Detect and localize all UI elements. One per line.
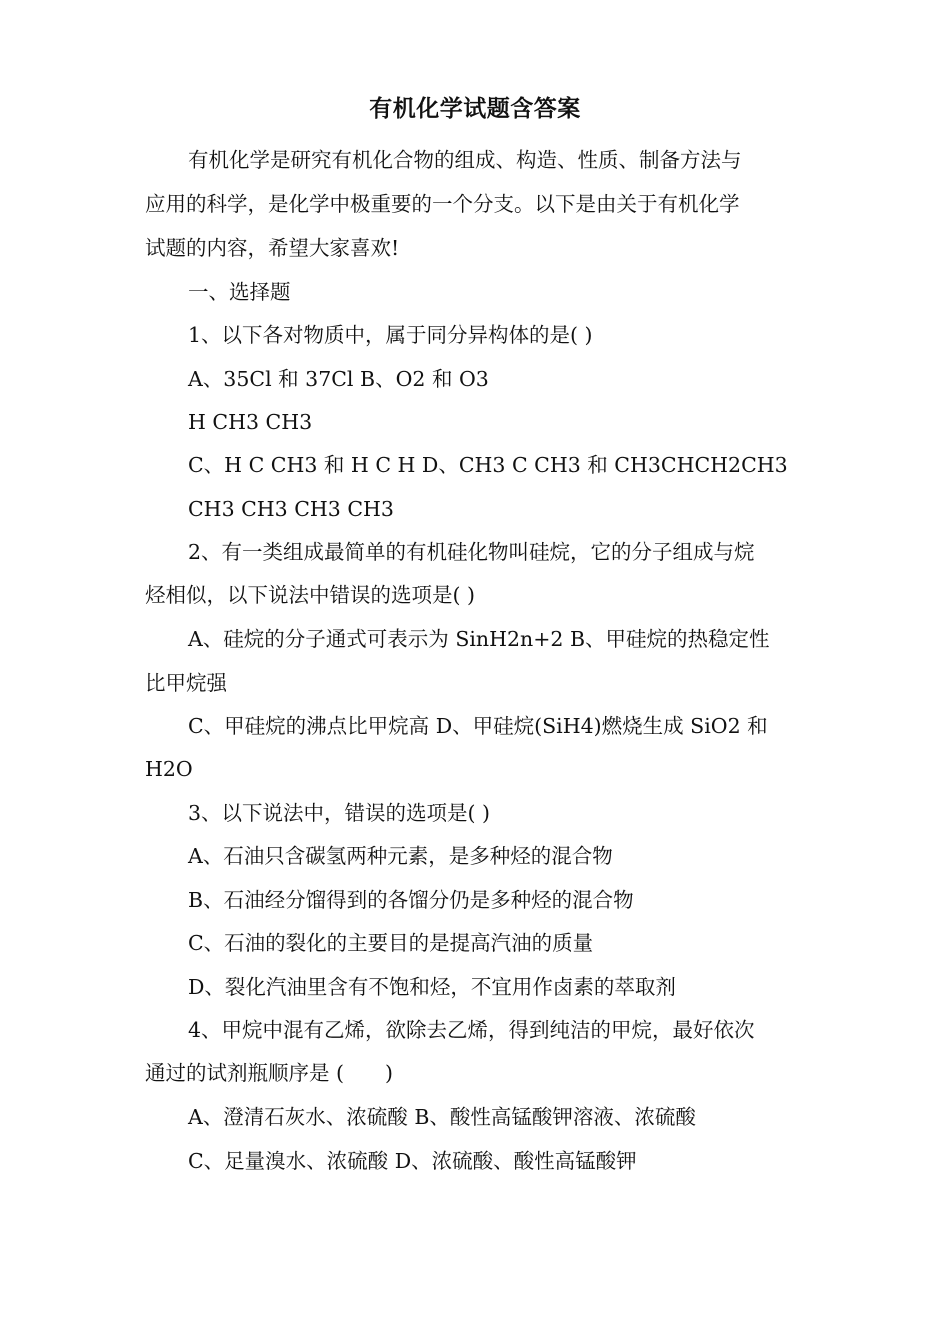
option-line: H2O: [145, 757, 193, 781]
option-line: C、甲硅烷的沸点比甲烷高 D、甲硅烷(SiH4)燃烧生成 SiO2 和: [188, 714, 768, 738]
option-line: B、石油经分馏得到的各馏分仍是多种烃的混合物: [188, 888, 634, 912]
question-line: 3、以下说法中，错误的选项是( ): [188, 801, 491, 825]
option-line: A、硅烷的分子通式可表示为 SinH2n+2 B、甲硅烷的热稳定性: [188, 627, 770, 651]
paragraph-line: 有机化学是研究有机化合物的组成、构造、性质、制备方法与: [188, 148, 742, 172]
option-line: C、石油的裂化的主要目的是提高汽油的质量: [188, 931, 594, 955]
question-line: 1、以下各对物质中，属于同分异构体的是( ): [188, 323, 593, 347]
option-line: C、H C CH3 和 H C H D、CH3 C CH3 和 CH3CHCH2CH3: [188, 453, 788, 477]
document-title: 有机化学试题含答案: [369, 95, 581, 122]
option-line: A、35Cl 和 37Cl B、O2 和 O3: [188, 367, 489, 391]
question-line: 2、有一类组成最简单的有机硅化物叫硅烷，它的分子组成与烷: [188, 540, 755, 564]
formula-line: H CH3 CH3: [188, 410, 313, 434]
option-line: A、澄清石灰水、浓硫酸 B、酸性高锰酸钾溶液、浓硫酸: [188, 1105, 696, 1129]
formula-line: CH3 CH3 CH3 CH3: [188, 497, 394, 521]
option-line: D、裂化汽油里含有不饱和烃，不宜用作卤素的萃取剂: [188, 975, 676, 999]
option-line: C、足量溴水、浓硫酸 D、浓硫酸、酸性高锰酸钾: [188, 1149, 637, 1173]
question-line: 通过的试剂瓶顺序是 ( ): [145, 1061, 394, 1085]
question-line: 4、甲烷中混有乙烯，欲除去乙烯，得到纯洁的甲烷，最好依次: [188, 1018, 755, 1042]
paragraph-line: 试题的内容，希望大家喜欢!: [145, 236, 400, 260]
question-line: 烃相似，以下说法中错误的选项是( ): [145, 583, 476, 607]
option-line: 比甲烷强: [145, 671, 227, 695]
paragraph-line: 应用的科学，是化学中极重要的一个分支。以下是由关于有机化学: [145, 192, 740, 216]
section-heading: 一、选择题: [188, 280, 291, 304]
option-line: A、石油只含碳氢两种元素，是多种烃的混合物: [188, 844, 613, 868]
